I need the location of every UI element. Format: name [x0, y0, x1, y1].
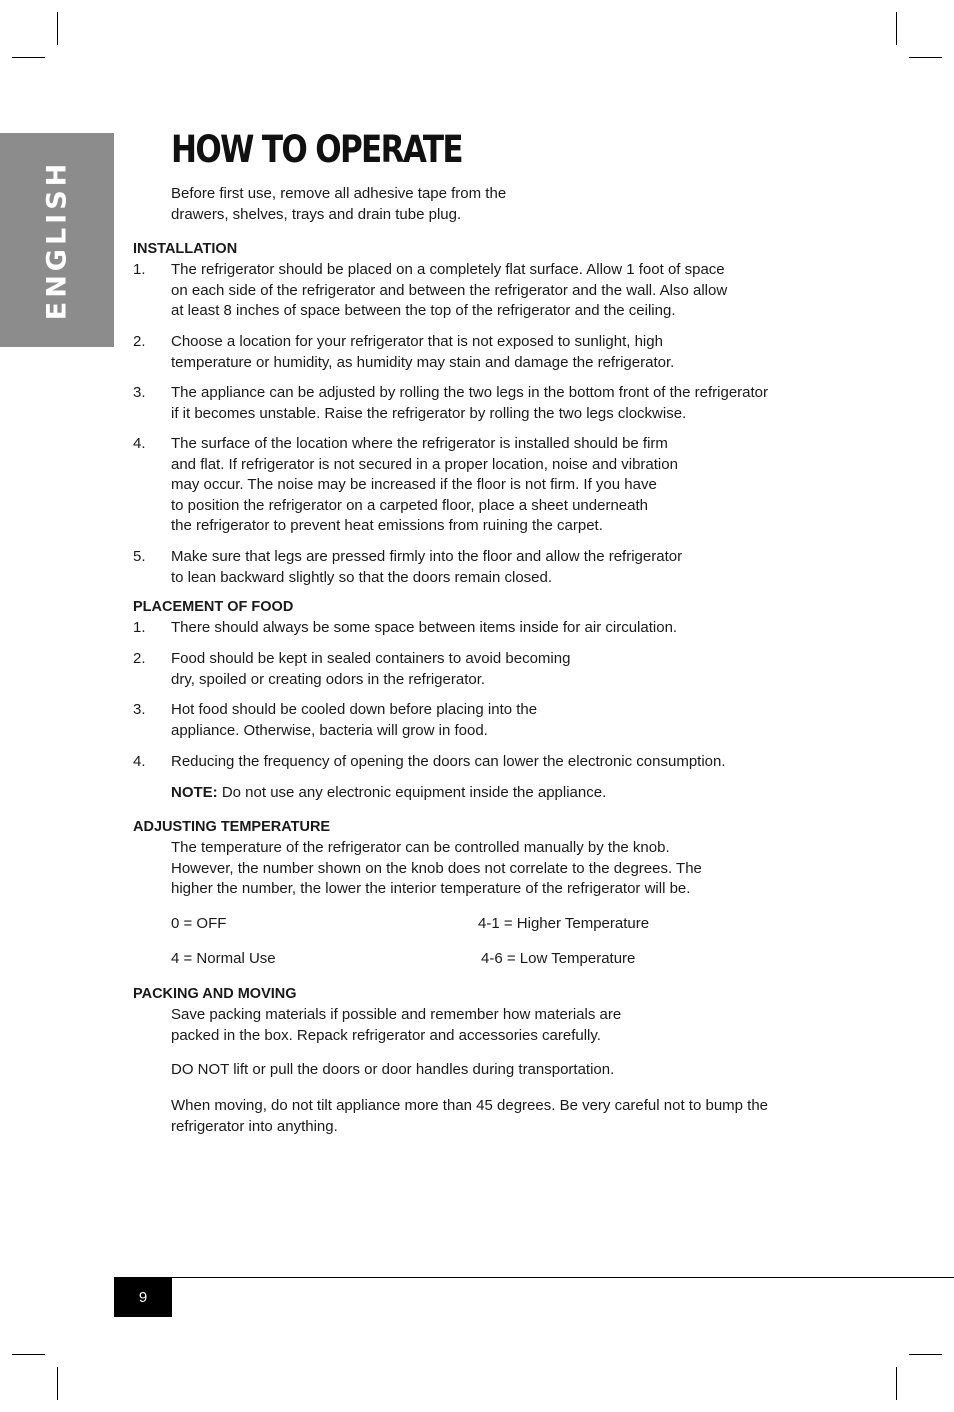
list-number: 1.	[133, 619, 146, 636]
page-title: HOW TO OPERATE	[171, 128, 462, 171]
temperature-heading: ADJUSTING TEMPERATURE	[133, 819, 331, 835]
intro-paragraph	[171, 184, 506, 225]
list-number: 2.	[133, 650, 146, 667]
list-item	[171, 700, 537, 741]
temperature-paragraph	[171, 838, 702, 900]
list-item-line: if it becomes unstable. Raise the refrigerator by rolling the two legs clockwise.	[171, 404, 687, 422]
list-number: 3.	[133, 701, 146, 718]
paragraph-line: refrigerator into anything.	[171, 1117, 338, 1135]
paragraph-line: DO NOT lift or pull the doors or door handles during transportation.	[171, 1061, 615, 1078]
packing-paragraph	[171, 1096, 768, 1137]
setting-label: 0 = OFF	[171, 915, 227, 932]
crop-mark	[909, 1354, 942, 1355]
paragraph-line: higher the number, the lower the interior temperature of the refrigerator will be.	[171, 880, 691, 897]
footer-rule	[114, 1277, 954, 1278]
list-item-line: Food should be kept in sealed containers to avoid becoming	[171, 650, 571, 667]
list-item	[171, 332, 674, 373]
list-item	[171, 547, 682, 588]
list-number: 1.	[133, 261, 146, 278]
placement-heading: PLACEMENT OF FOOD	[133, 599, 294, 615]
list-number: 5.	[133, 548, 146, 565]
crop-mark	[57, 1367, 58, 1400]
crop-mark	[12, 57, 45, 58]
list-item	[171, 752, 726, 773]
note-text: Do not use any electronic equipment inside the appliance.	[217, 784, 607, 801]
list-item	[171, 383, 768, 424]
packing-heading: PACKING AND MOVING	[133, 986, 297, 1002]
note	[171, 783, 606, 804]
list-item-line: The refrigerator should be placed on a completely flat surface. Allow 1 foot of space	[171, 261, 725, 278]
list-item-line: The appliance can be adjusted by rolling the two legs in the bottom front of the refrigerator	[171, 384, 769, 401]
intro-line: Before first use, remove all adhesive tape from the	[171, 185, 507, 202]
list-item	[171, 618, 677, 639]
crop-mark	[896, 12, 897, 45]
list-item-line: may occur. The noise may be increased if the floor is not firm. If you have	[171, 476, 657, 493]
list-item-line: Make sure that legs are pressed firmly into the floor and allow the refrigerator	[171, 548, 683, 565]
language-tab-label: ENGLISH	[41, 159, 73, 321]
list-number: 4.	[133, 753, 146, 770]
paragraph-line: Save packing materials if possible and remember how materials are	[171, 1006, 622, 1023]
list-item-line: to lean backward slightly so that the doors remain closed.	[171, 568, 553, 586]
list-item-line: Choose a location for your refrigerator that is not exposed to sunlight, high	[171, 333, 663, 350]
crop-mark	[896, 1367, 897, 1400]
intro-line: drawers, shelves, trays and drain tube plug.	[171, 205, 462, 223]
paragraph-line: packed in the box. Repack refrigerator and accessories carefully.	[171, 1026, 601, 1044]
list-item-line: Hot food should be cooled down before placing into the	[171, 701, 538, 718]
list-item-line: at least 8 inches of space between the top of the refrigerator and the ceiling.	[171, 302, 676, 319]
list-item-line: Reducing the frequency of opening the doors can lower the electronic consumption.	[171, 753, 726, 770]
page-number: 9	[114, 1278, 172, 1317]
list-item	[171, 434, 678, 537]
list-item-line: the refrigerator to prevent heat emissions from ruining the carpet.	[171, 517, 603, 534]
list-item-line: The surface of the location where the refrigerator is installed should be firm	[171, 435, 668, 452]
crop-mark	[57, 12, 58, 45]
packing-paragraph	[171, 1005, 621, 1046]
list-item-line: and flat. If refrigerator is not secured in a proper location, noise and vibration	[171, 455, 678, 473]
crop-mark	[909, 57, 942, 58]
packing-paragraph	[171, 1060, 614, 1081]
list-item-line: temperature or humidity, as humidity may stain and damage the refrigerator.	[171, 353, 675, 371]
list-item	[171, 260, 727, 322]
list-number: 3.	[133, 384, 146, 401]
list-number: 2.	[133, 333, 146, 350]
setting-label: 4-1 = Higher Temperature	[478, 915, 650, 932]
note-label: NOTE:	[171, 784, 218, 801]
list-number: 4.	[133, 435, 146, 452]
list-item-line: on each side of the refrigerator and between the refrigerator and the wall. Also allow	[171, 281, 728, 299]
list-item-line: appliance. Otherwise, bacteria will grow in food.	[171, 721, 488, 739]
language-tab	[0, 133, 114, 347]
crop-mark	[12, 1354, 45, 1355]
list-item-line: to position the refrigerator on a carpeted floor, place a sheet underneath	[171, 496, 648, 514]
paragraph-line: When moving, do not tilt appliance more than 45 degrees. Be very careful not to bump the	[171, 1097, 769, 1114]
setting-label: 4 = Normal Use	[171, 950, 276, 967]
list-item-line: There should always be some space between items inside for air circulation.	[171, 619, 678, 636]
list-item-line: dry, spoiled or creating odors in the refrigerator.	[171, 670, 486, 688]
list-item	[171, 649, 570, 690]
installation-heading: INSTALLATION	[133, 241, 238, 257]
setting-label: 4-6 = Low Temperature	[481, 950, 636, 967]
paragraph-line: The temperature of the refrigerator can be controlled manually by the knob.	[171, 839, 670, 856]
paragraph-line: However, the number shown on the knob does not correlate to the degrees. The	[171, 859, 702, 877]
